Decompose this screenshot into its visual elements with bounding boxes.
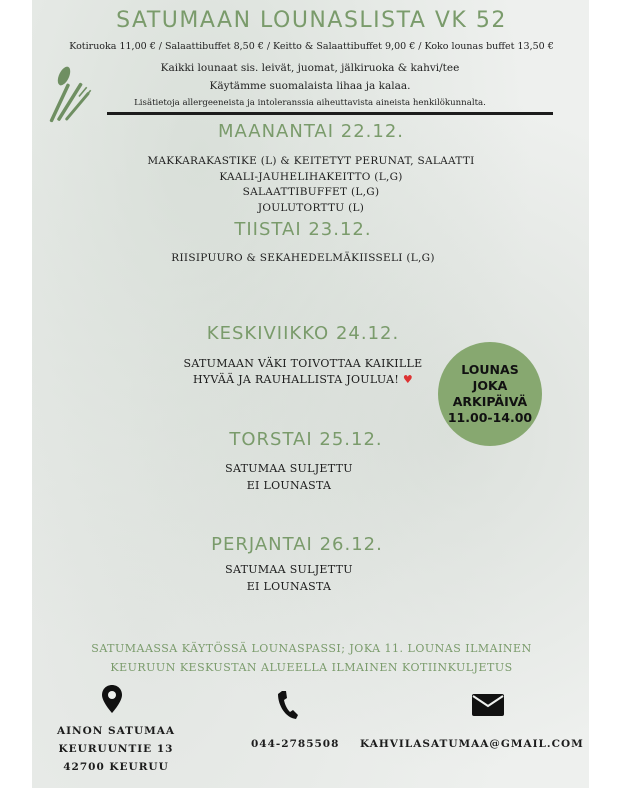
meat-note: Käytämme suomalaista lihaa ja kalaa.: [209, 80, 411, 92]
menu-tuesday: [103, 251, 503, 267]
included-note: Kaikki lounaat sis. leivät, juomat, jälkiruoka & kahvi/tee: [160, 62, 460, 74]
menu-item: EI LOUNASTA: [246, 580, 332, 593]
badge-line: ARKIPÄIVÄ: [452, 394, 528, 409]
menu-thursday: [189, 460, 389, 494]
street-address: KEURUUNTIE 13: [58, 743, 174, 755]
menu-item: EI LOUNASTA: [246, 479, 332, 492]
price-list: Kotiruoka 11,00 € / Salaattibuffet 8,50 € / Keitto & Salaattibuffet 9,00 € / Koko lounas buffet 13,50 €: [69, 41, 554, 52]
location-pin-icon: [101, 684, 123, 714]
cutlery-icon: [42, 62, 100, 128]
menu-item: HYVÄÄ JA RAUHALLISTA JOULUA!: [192, 373, 400, 386]
business-name: AINON SATUMAA: [56, 725, 176, 737]
page-title: SATUMAAN LOUNASLISTA VK 52: [116, 8, 507, 33]
divider: [107, 112, 553, 115]
day-title-friday: PERJANTAI 26.12.: [211, 534, 383, 555]
menu-item: KAALI-JAUHELIHAKEITTO (L,G): [219, 170, 403, 183]
day-title-wednesday: KESKIVIIKKO 24.12.: [206, 323, 400, 344]
menu-friday: [189, 561, 389, 595]
menu-item: MAKKARAKASTIKE (L) & KEITETYT PERUNAT, SALAATTI: [147, 155, 475, 167]
menu-item: SALAATTIBUFFET (L,G): [242, 186, 380, 198]
postal-address: 42700 KEURUU: [63, 761, 169, 773]
heart-icon: ♥: [402, 373, 414, 386]
email-address[interactable]: KAHVILASATUMAA@GMAIL.COM: [360, 738, 584, 750]
badge-line: LOUNAS: [461, 362, 519, 377]
menu-item: JOULUTORTTU (L): [257, 201, 365, 214]
menu-item: SATUMAA SULJETTU: [225, 563, 353, 576]
menu-item: SATUMAA SULJETTU: [225, 462, 353, 475]
menu-item: SATUMAAN VÄKI TOIVOTTAA KAIKILLE: [183, 357, 423, 370]
envelope-icon: [472, 694, 504, 716]
day-title-thursday: TORSTAI 25.12.: [229, 429, 383, 450]
delivery-note: KEURUUN KESKUSTAN ALUEELLA ILMAINEN KOTIINKULJETUS: [110, 661, 513, 674]
address-block: [46, 722, 186, 776]
phone-number[interactable]: 044-2785508: [251, 738, 340, 750]
phone-icon: [276, 690, 300, 720]
menu-monday: [111, 154, 511, 216]
badge-hours: 11.00-14.00: [447, 410, 533, 425]
badge-line: JOKA: [472, 378, 508, 393]
day-title-tuesday: TIISTAI 23.12.: [234, 219, 372, 240]
day-title-monday: MAANANTAI 22.12.: [217, 121, 405, 142]
lunch-pass-note: SATUMAASSA KÄYTÖSSÄ LOUNASPASSI; JOKA 11. LOUNAS ILMAINEN: [91, 642, 532, 655]
allergen-note: Lisätietoja allergeeneista ja intoleranssia aiheuttavista aineista henkilökunnalta.: [134, 98, 486, 108]
menu-item: RIISIPUURO & SEKAHEDELMÄKIISSELI (L,G): [171, 252, 435, 264]
